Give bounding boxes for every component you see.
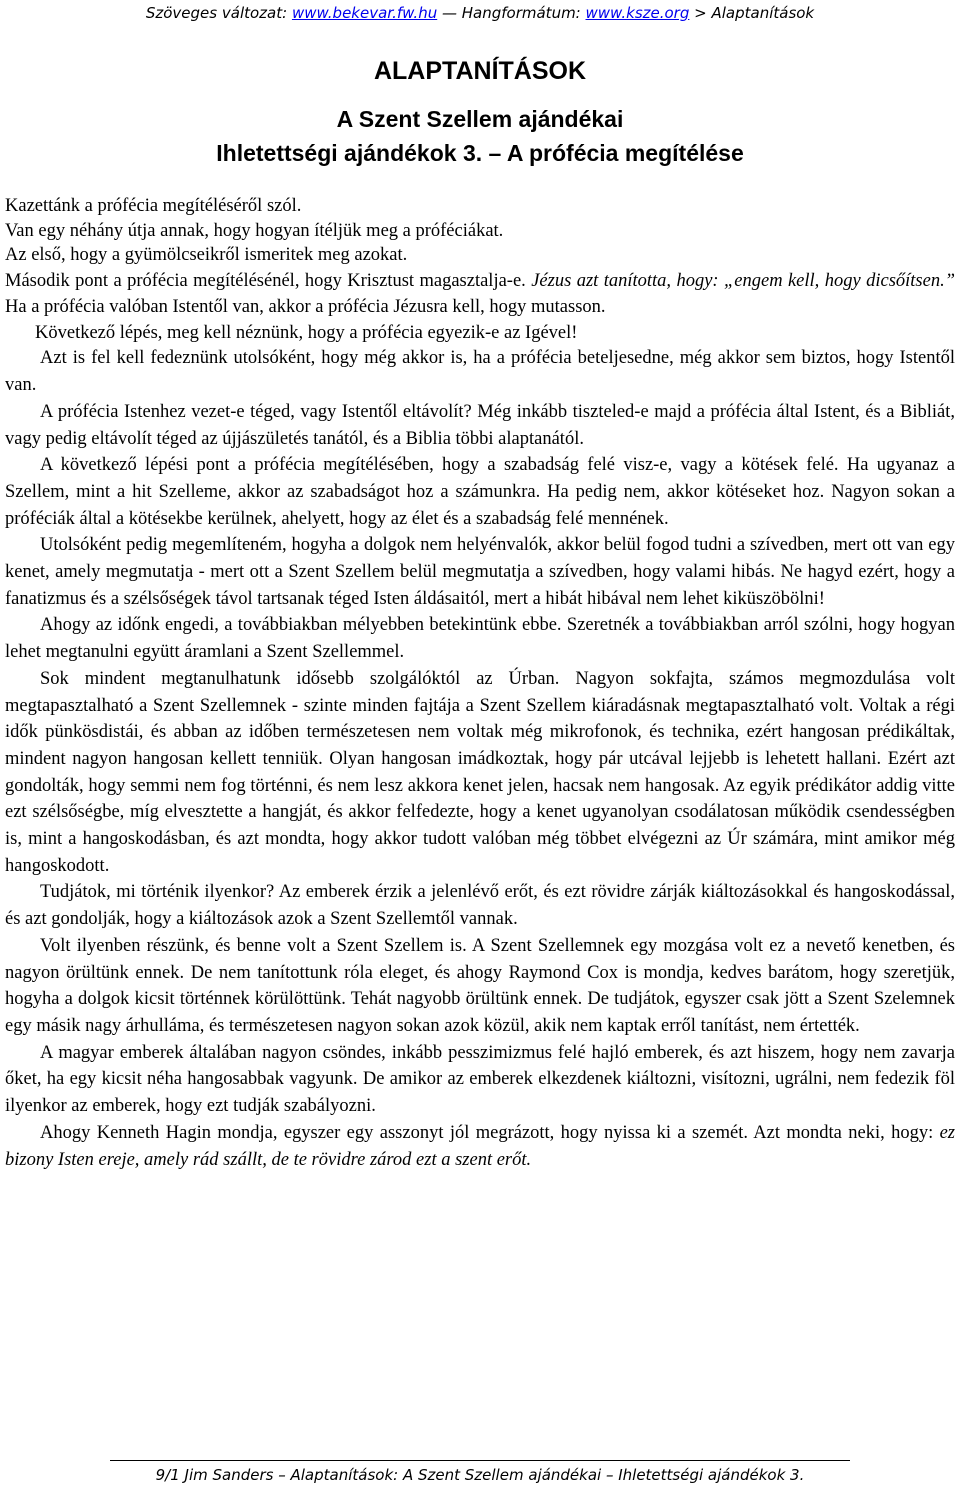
section-subtitle: Ihletettségi ajándékok 3. – A prófécia megítélése [216, 140, 744, 166]
paragraph: Sok mindent megtanulhatunk idősebb szolgálóktól az Úrban. Nagyon sokfajta, számos megmozdulása volt megtapasztalható a Szent Szellemnek - szinte minden fajtája a Szent Szellem kiáradásnak megtapasztalható volt. Voltak a régi idők pünkösdistái, és abban az időben természetesen nem voltak még mikrofonok, és technika, ezért hangosan prédikáltak, mindent nagyon hangosan kellett tenniük. Olyan hangosan imádkoztak, hogy pár utcával lejjebb is lehetett hallani. Ezért azt gondolták, hogy semmi nem fog történni, és nem lesz akkora kenet jelen, hacsak nem hangosak. Az egyik prédikátor addig vitte ezt szélsőségbe, míg elvesztette a hangját, és akkor felfedezte, hogy a kenet ugyanolyan csodálatosan működik csendességben is, mint a hangoskodásban, és azt mondta, hogy akkor tudott valóban még többet elvégezni az Úr számára, mint amikor még hangoskodott. [5, 668, 955, 876]
paragraph: Volt ilyenben részünk, és benne volt a Szent Szellem is. A Szent Szellemnek egy mozgása volt ez a nevető kenetben, és nagyon örültünk ennek. De nem tanítottunk róla eleget, és ahogy Raymond Cox is mondja, kedves barátom, hogy szeretjük, hogyha a dolgok kicsit történnek körülöttünk. Tehát nagyobb örültünk ennek. De tudjátok, egyszer csak jött a Szent Szelemnek egy másik nagy árhulláma, és természetesen nagyon sokan azok közül, akik nem kaptak erről tanítást, nem értették. [5, 935, 955, 1036]
paragraph [5, 268, 955, 321]
section-title: A Szent Szellem ajándékai [336, 106, 624, 132]
page-footer: 9/1 Jim Sanders – Alaptanítások: A Szent Szellem ajándékai – Ihletettségi ajándékok 3. [155, 1466, 805, 1484]
quote-text: ez bizony Isten ereje, amely rád szállt, de te rövidre zárod ezt a szent erőt. [5, 1122, 955, 1170]
quote-text: Jézus azt tanította, hogy: „engem kell, hogy dicsőítsen.” [531, 270, 955, 291]
paragraph-text: Második pont a prófécia megítélésénél, hogy Krisztust magasztalja-e. [5, 270, 532, 291]
paragraph: A következő lépési pont a prófécia megítélésében, hogy a szabadság felé visz-e, vagy a kötések felé. Ha ugyanaz a Szellem, mint a hit Szelleme, akkor az szabadságot hoz a számunkra. Ha pedig nem, akkor kötéseket hoz. Nagyon sokan a próféciák által a kötésekbe kerülnek, ahelyett, hogy az élet és a szabadság felé mennének. [5, 455, 955, 529]
paragraph: Utolsóként pedig megemlíteném, hogyha a dolgok nem helyénvalók, akkor belül fogod tudni a szívedben, mert ott van egy kenet, amely megmutatja - mert ott a Szent Szellem belül megmutatja a szívedben, hogy valami hibás. Ne hagyd ezért, hogy a fanatizmus és a szélsőségek távol tartsanak téged Isten áldásaitól, mert a hibát hibával nem lehet kiküszöbölni! [5, 535, 955, 609]
paragraph-text: Ahogy Kenneth Hagin mondja, egyszer egy asszonyt jól megrázott, hogy nyissa ki a szemét. Azt mondta neki, hogy: [40, 1122, 940, 1143]
footer-divider [110, 1460, 850, 1461]
document-body [5, 50, 955, 1173]
bekevar-link[interactable]: www.bekevar.fw.hu [291, 4, 438, 22]
paragraph [5, 1120, 955, 1173]
paragraph-text: Ha a prófécia valóban Istentől van, akkor a prófécia Jézusra kell, hogy mutasson. [5, 297, 606, 318]
header-suffix: > Alaptanítások [689, 4, 815, 22]
intro-line-1: Kazettánk a prófécia megítéléséről szól. [5, 196, 302, 216]
paragraph: A magyar emberek általában nagyon csöndes, inkább pesszimizmus felé hajló emberek, és azt hiszem, hogy nem zavarja őket, ha egy kicsit néha hangosabbak vagyunk. De amikor az emberek elkezdenek kiáltozni, visítozni, ugrálni, nem fedezik föl ilyenkor az emberek, hogy ezt tudják szabályozni. [5, 1042, 955, 1117]
ksze-link[interactable]: www.ksze.org [585, 4, 690, 22]
page-title: ALAPTANÍTÁSOK [373, 57, 587, 85]
paragraph: Ahogy az időnk engedi, a továbbiakban mélyebben betekintünk ebbe. Szeretnék a továbbiakban arról szólni, hogy hogyan lehet megtanulni együtt áramlani a Szent Szellemmel. [5, 615, 955, 663]
paragraph: Következő lépés, meg kell néznünk, hogy a prófécia egyezik-e az Igével! [35, 322, 578, 343]
intro-line-3: Az első, hogy a gyümölcseikről ismeritek meg azokat. [5, 245, 408, 265]
page-header [0, 0, 960, 30]
paragraph: Azt is fel kell fedeznünk utolsóként, hogy még akkor is, ha a prófécia beteljesedne, még akkor sem biztos, hogy Istentől van. [5, 348, 955, 396]
paragraph: A prófécia Istenhez vezet-e téged, vagy Istentől eltávolít? Még inkább tiszteled-e majd a prófécia által Istent, és a Bibliát, vagy pedig eltávolít téged az újjászületés tanától, és a Biblia többi alaptanától. [5, 401, 955, 449]
paragraph: Tudjátok, mi történik ilyenkor? Az emberek érzik a jelenlévő erőt, és ezt rövidre zárják kiáltozásokkal és hangoskodással, és azt gondolják, hogy a kiáltozások azok a Szent Szellemtől vannak. [5, 882, 955, 930]
header-middle: — Hangformátum: [437, 4, 586, 22]
intro-line-2: Van egy néhány útja annak, hogy hogyan ítéljük meg a próféciákat. [5, 220, 504, 241]
header-prefix: Szöveges változat: [145, 4, 292, 22]
